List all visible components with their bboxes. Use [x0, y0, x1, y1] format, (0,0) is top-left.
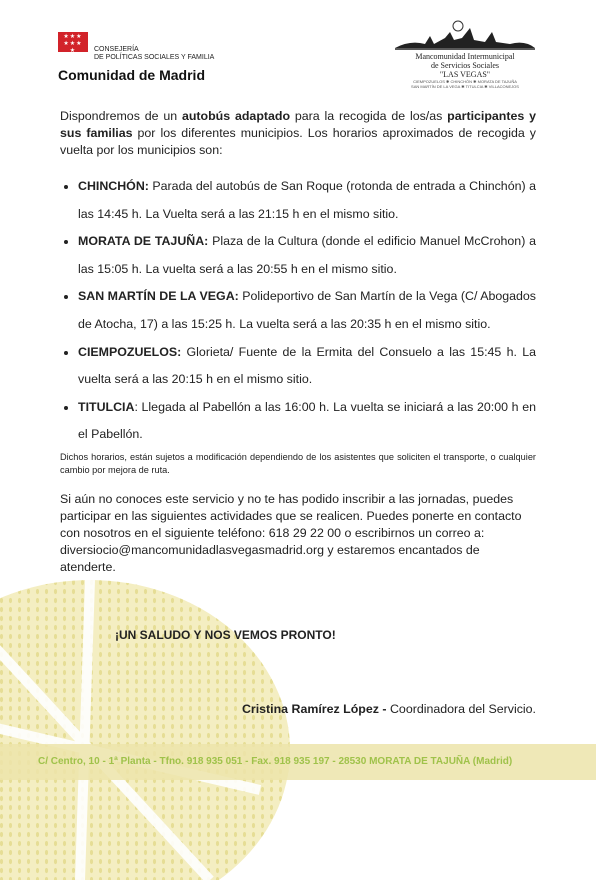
comunidad-title: Comunidad de Madrid [58, 67, 205, 83]
stop-details: Parada del autobús de San Roque (rotonda de entrada a Chinchón) a las 14:45 h. La Vuelta será a las 21:15 h en el mismo sitio. [78, 179, 536, 221]
footer-address: C/ Centro, 10 - 1ª Planta - Tfno. 918 935 051 - Fax. 918 935 197 - 28530 MORATA DE TAJUÑA (Madrid) [38, 756, 513, 767]
intro-text-1: Dispondremos de un [60, 109, 182, 123]
mancomunidad-line5: SAN MARTÍN DE LA VEGA ✱ TITULCIA ✱ VILLACONEJOS [411, 84, 519, 89]
schedule-note: Dichos horarios, están sujetos a modificación dependiendo de los asistentes que soliciten el transporte, o cualquier cambio por mejora de ruta. [60, 451, 536, 475]
intro-bold-1: autobús adaptado [181, 109, 291, 123]
contact-paragraph: Si aún no conoces este servicio y no te has podido inscribir a las jornadas, puedes participar en las siguientes actividades que se realicen. Puedes ponerte en contacto con nosotros en el siguiente teléfono: 618 29 22 00 o escribirnos un correo a: diversiocio@mancomunidadlasvegasmadrid.org y estaremos encantados de atenderte. [60, 491, 522, 574]
stop-details: Polideportivo de San Martín de la Vega (C/ Abogados de Atocha, 17) a las 15:25 h. La vuelta será a las 20:35 h en el mismo sitio. [78, 289, 536, 331]
consejeria-label: CONSEJERÍA DE POLÍTICAS SOCIALES Y FAMILIA [94, 46, 215, 61]
mancomunidad-line4: CIEMPOZUELOS ✱ CHINCHÓN ✱ MORATA DE TAJUÑA [413, 79, 517, 84]
lemon-decoration [0, 560, 300, 880]
signature-role: Coordinadora del Servicio. [386, 702, 536, 716]
list-item [78, 283, 536, 338]
signature-name: Cristina Ramírez López - [241, 702, 387, 716]
stop-details: : Llegada al Pabellón a las 16:00 h. La vuelta se iniciará a las 20:00 h en el Pabellón. [78, 399, 536, 442]
mancomunidad-logo [390, 18, 540, 100]
stop-name: TITULCIA [78, 399, 135, 414]
mancomunidad-line2: de Servicios Sociales [431, 61, 499, 70]
stop-name: CHINCHÓN: [78, 179, 149, 193]
stop-name: MORATA DE TAJUÑA: [78, 234, 209, 249]
intro-text-3: por los diferentes municipios. Los horarios aproximados de recogida y vuelta por los municipios son: [60, 126, 536, 157]
greeting-text: ¡UN SALUDO Y NOS VEMOS PRONTO! [115, 628, 336, 642]
list-item [78, 339, 536, 394]
stop-name: CIEMPOZUELOS: [78, 344, 182, 359]
intro-bold-2: participantes y sus familias [60, 109, 536, 140]
stop-name: SAN MARTÍN DE LA VEGA: [78, 289, 239, 304]
stop-details: Plaza de la Cultura (donde el edificio Manuel McCrohon) a las 15:05 h. La vuelta será a las 20:55 h en el mismo sitio. [78, 234, 536, 276]
footer-band [0, 744, 596, 780]
mancomunidad-line3: "LAS VEGAS" [439, 70, 491, 79]
intro-paragraph [60, 108, 536, 159]
stop-details: Glorieta/ Fuente de la Ermita del Consuelo a las 15:45 h. La vuelta será a las 20:15 h en el mismo sitio. [78, 344, 536, 387]
mancomunidad-line1: Mancomunidad Intermunicipal [415, 52, 515, 61]
letter-body [60, 108, 536, 576]
madrid-flag-icon: ★★★ ★★★ ★ [58, 32, 88, 52]
town-skyline-icon [390, 18, 540, 52]
list-item [78, 394, 536, 449]
list-item [78, 173, 536, 228]
list-item [78, 228, 536, 283]
signature [242, 702, 536, 716]
intro-text-2: para la recogida de los/as [290, 109, 448, 123]
bus-stops-list [60, 173, 536, 449]
